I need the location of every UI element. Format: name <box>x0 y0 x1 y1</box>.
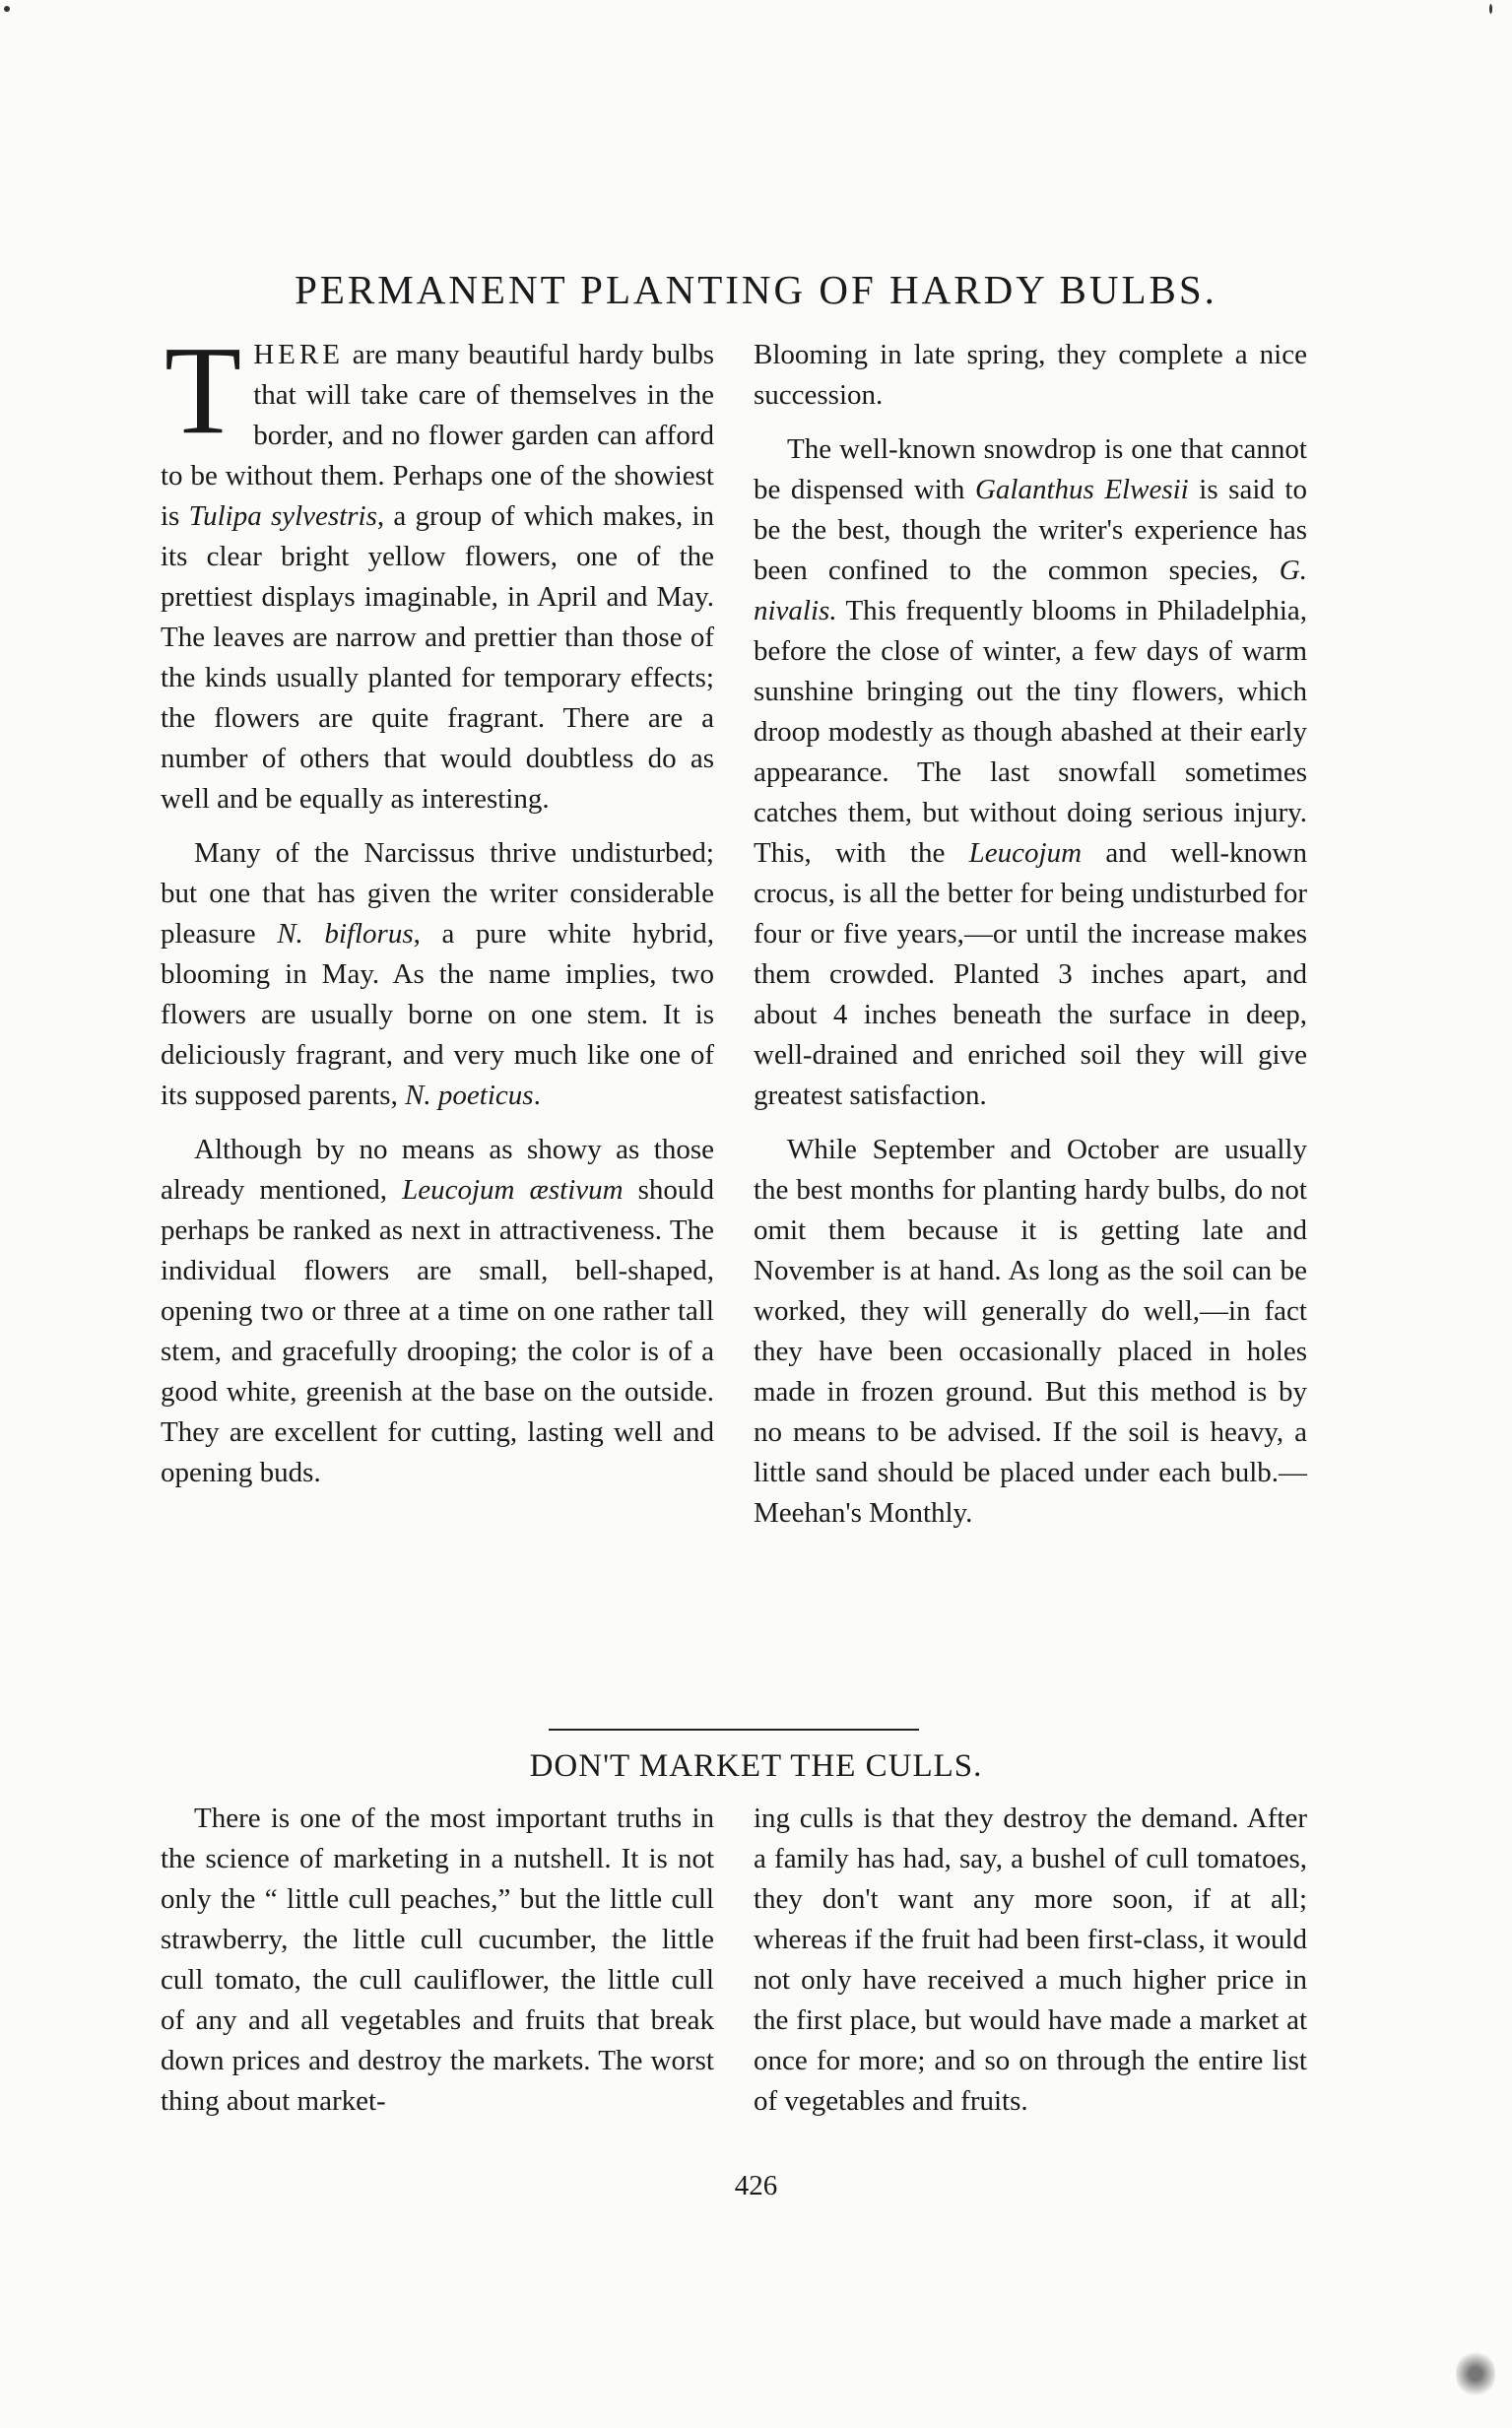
text-run: Many of the Narcissus thrive undisturbed; but one that has given the writer considerable pleasure <box>161 837 714 950</box>
print-speck <box>1456 2349 1495 2398</box>
italic-species-name: Leucojum æstivum <box>402 1174 624 1206</box>
article2-column-right <box>754 1799 1307 2135</box>
article1-paragraph-2 <box>161 833 714 1116</box>
italic-species-name: Tulipa sylvestris <box>188 500 377 532</box>
text-run: , a pure white hybrid, blooming in May. As the name implies, two flowers are usually borne on one stem. It is deliciously fragrant, and very much like one of its supposed parents, <box>161 918 714 1111</box>
italic-species-name: Leucojum <box>968 837 1083 869</box>
article1-paragraph-1 <box>161 320 714 820</box>
drop-cap-letter: T <box>164 320 242 460</box>
article1-paragraph-4: Blooming in late spring, they complete a nice succession. <box>754 339 1307 411</box>
print-speck <box>4 6 10 12</box>
text-run: and well-known crocus, is all the better for being undisturbed for four or five years,—or until the increase makes them crowded. Planted 3 inches apart, and about 4 inches beneath the surface in deep, well-drained and enriched soil they will give greatest satisfaction. <box>754 837 1308 1111</box>
article1-column-left <box>161 320 714 1507</box>
text-run: This frequently blooms in Philadelphia, before the close of winter, a few days of warm sunshine bringing out the tiny flowers, which droop modestly as though abashed at their early appearance. The last snowfall sometimes catches them, but without doing serious injury. This, with the <box>754 595 1307 869</box>
page-number: 426 <box>734 2170 778 2201</box>
lead-word: HERE <box>253 339 344 370</box>
section-divider-rule <box>549 1729 919 1731</box>
article2-column-left <box>161 1799 714 2135</box>
text-run: should perhaps be ranked as next in attractiveness. The individual flowers are small, bell-shaped, opening two or three at a time on one rather tall stem, and gracefully drooping; the color is of a good white, greenish at the base on the outside. They are excellent for cutting, lasting well and opening buds. <box>161 1174 714 1488</box>
italic-species-name: N. biflorus <box>277 918 414 950</box>
article2-paragraph-1-continued: ing culls is that they destroy the demand. After a family has had, say, a bushel of cull tomatoes, they don't want any more soon, if at all; whereas if the fruit had been first-class, it would not only have received a much higher price in the first place, but would have made a market at once for more; and so on through the entire list of vegetables and fruits. <box>754 1803 1307 2117</box>
text-run: is said to be the best, though the writer's experience has been confined to the common species, <box>754 474 1307 586</box>
article-title-culls: DON'T MARKET THE CULLS. <box>529 1748 983 1784</box>
print-speck <box>1489 4 1492 14</box>
italic-species-name: Galanthus Elwesii <box>974 474 1189 505</box>
text-run: , a group of which makes, in its clear bright yellow flowers, one of the prettiest displays imaginable, in April and May. The leaves are narrow and prettier than those of the kinds usually planted for temporary effects; the flowers are quite fragrant. There are a number of others that would doubtless do as well and be equally as interesting. <box>161 500 714 815</box>
article2-paragraph-1: There is one of the most important truths in the science of marketing in a nutshell. It is not only the “ little cull peaches,” but the little cull strawberry, the little cull cucumber, the little cull tomato, the cull cauliflower, the little cull of any and all vegetables and fruits that break down prices and destroy the markets. The worst thing about market- <box>161 1803 714 2117</box>
article1-column-right <box>754 335 1307 1547</box>
italic-species-name: G. nivalis. <box>754 555 1307 626</box>
text-run: . <box>533 1080 541 1111</box>
article1-paragraph-3 <box>161 1130 714 1493</box>
article-title-hardy-bulbs: PERMANENT PLANTING OF HARDY BULBS. <box>295 267 1217 312</box>
article1-paragraph-6: While September and October are usually the best months for planting hardy bulbs, do not omit them because it is getting late and November is at hand. As long as the soil can be worked, they will generally do well,—in fact they have been occasionally placed in holes made in frozen ground. But this method is by no means to be advised. If the soil is heavy, a little sand should be placed under each bulb.—Meehan's Monthly. <box>754 1134 1307 1529</box>
italic-species-name: N. poeticus <box>405 1080 534 1111</box>
text-run: are many beautiful hardy bulbs that will take care of themselves in the border, and no flower garden can afford to be without them. Perhaps one of the showiest is <box>161 339 714 532</box>
text-run: Although by no means as showy as those already mentioned, <box>161 1134 714 1206</box>
text-run: The well-known snowdrop is one that cannot be dispensed with <box>754 433 1307 505</box>
article1-paragraph-5 <box>754 429 1307 1116</box>
